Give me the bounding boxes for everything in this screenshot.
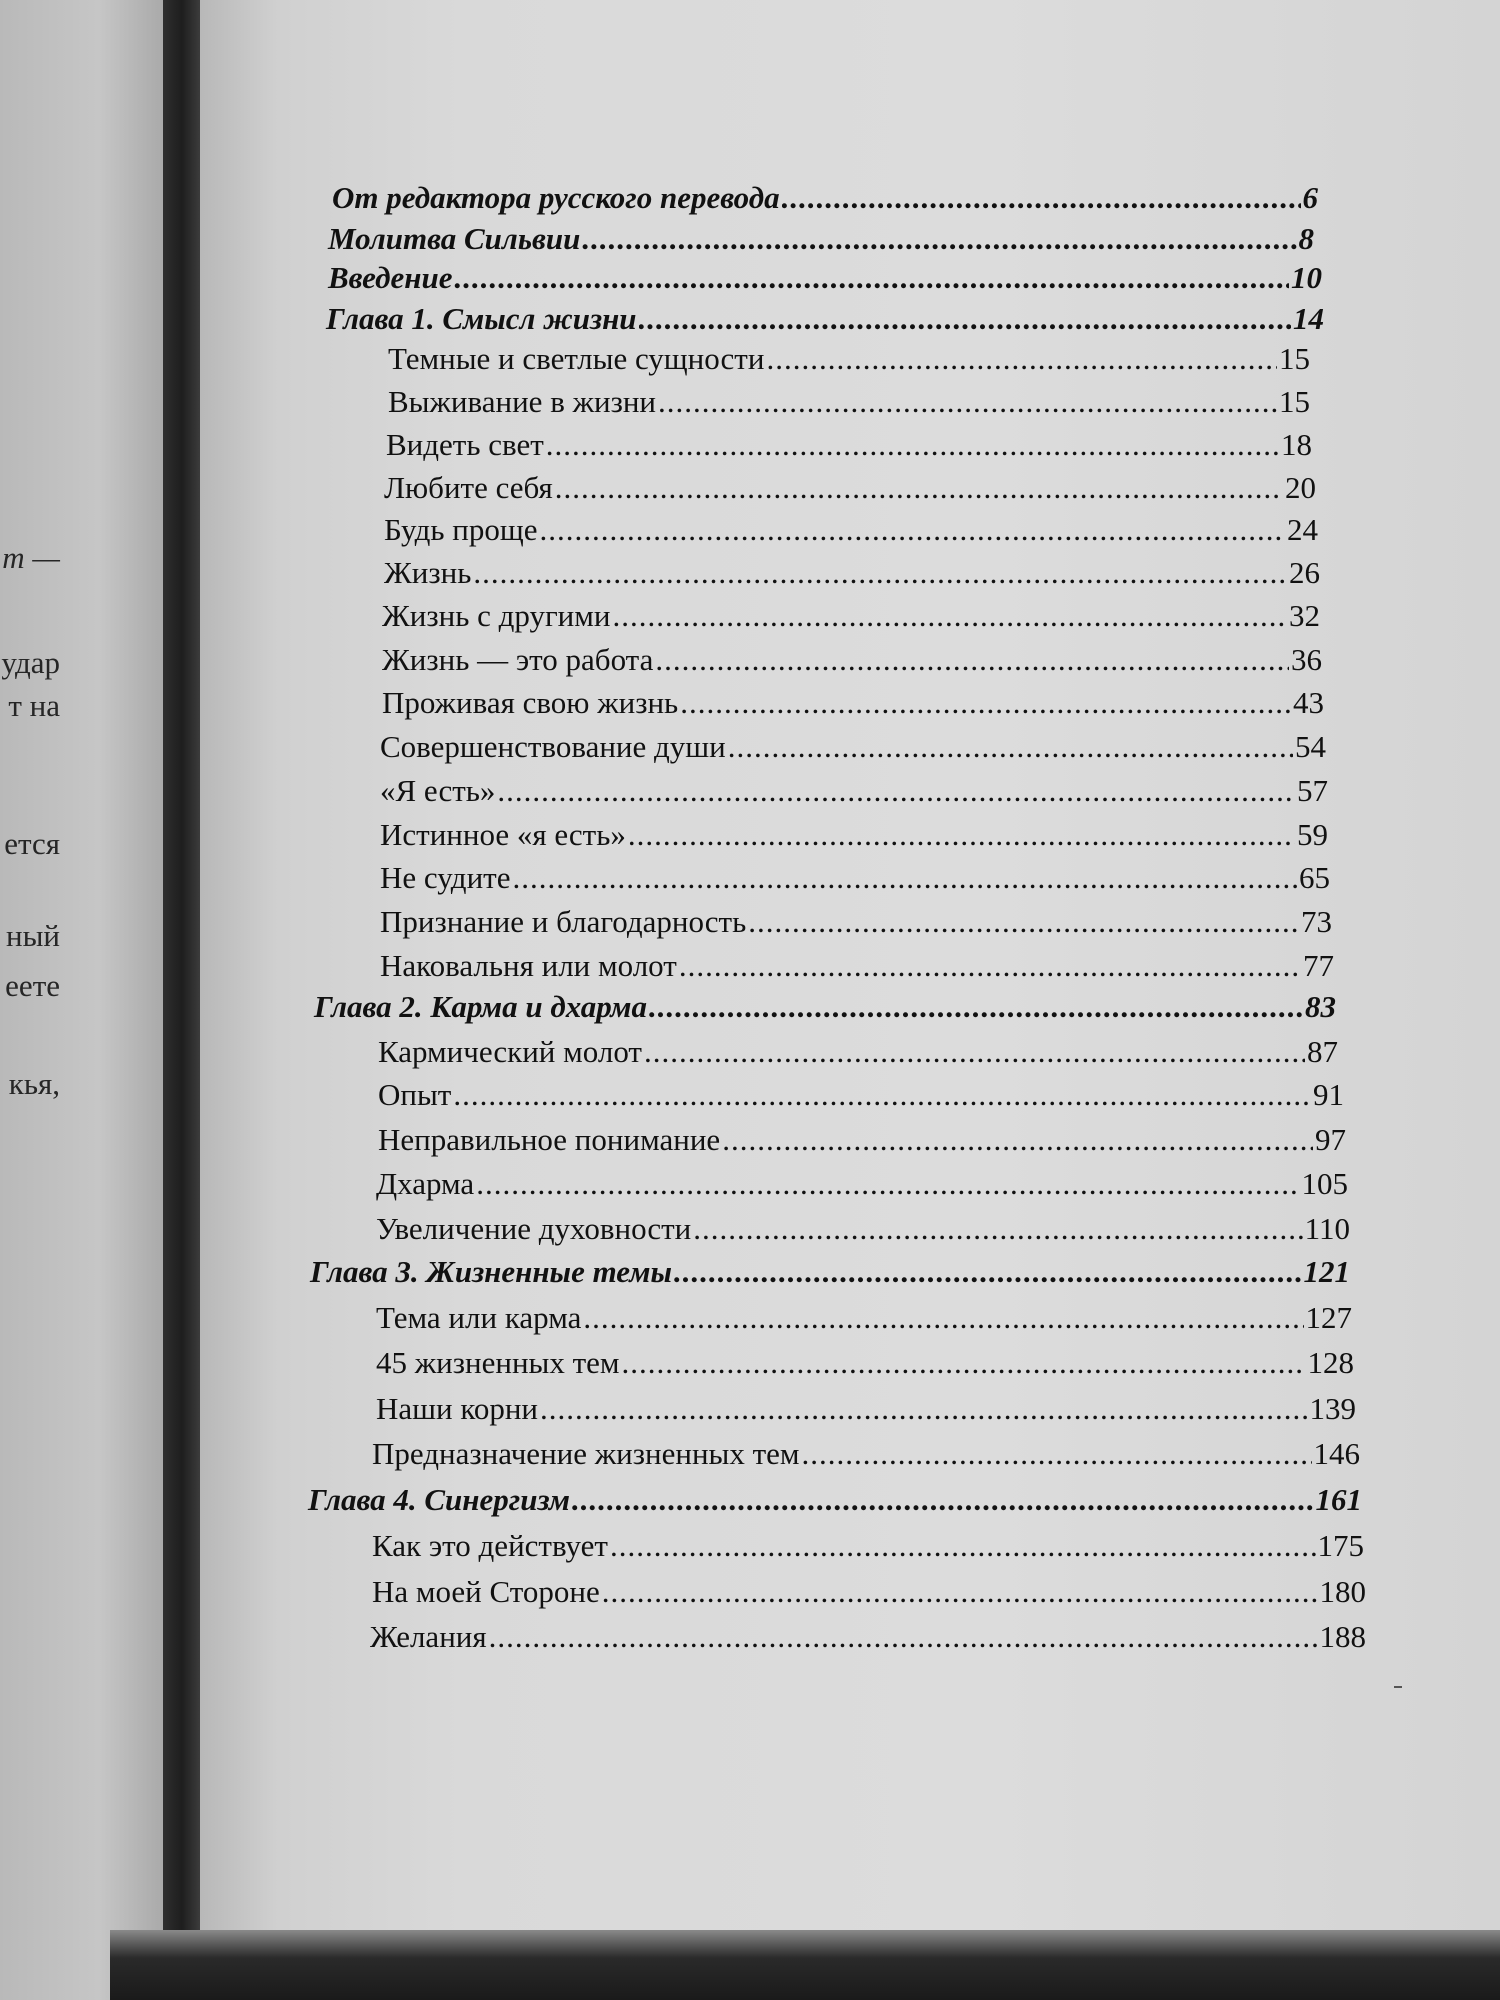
toc-entry [376,1298,1352,1338]
toc-entry-page-number: 73 [1301,904,1332,939]
toc-entry-title: 45 жизненных тем [376,1345,620,1380]
toc-entry-title: Дхарма [376,1166,475,1201]
toc-chapter-entry [328,219,1314,259]
toc-entry-page-number: 15 [1279,384,1310,419]
toc-dot-leader [610,1526,1316,1566]
toc-entry-page-number: 54 [1295,729,1326,764]
toc-entry-page-number: 32 [1289,598,1320,633]
toc-entry [386,425,1312,465]
toc-entry-title: Наши корни [376,1391,539,1426]
toc-entry-page-number: 105 [1301,1166,1348,1201]
toc-entry [382,596,1320,636]
toc-entry-title: Желания [370,1619,487,1654]
toc-entry-page-number: 146 [1313,1436,1360,1471]
book-bottom-edge [110,1930,1500,2000]
toc-dot-leader [489,1617,1318,1657]
right-page [200,0,1500,1935]
toc-dot-leader [655,640,1289,680]
left-page-fragment: ется [4,826,60,861]
left-page-fragment: т — [2,540,60,575]
toc-entry-title: Молитва Сильвии [328,221,581,256]
toc-entry [378,1120,1346,1160]
toc-entry-page-number: 15 [1279,341,1310,376]
toc-entry-title: Глава 3. Жизненные темы [310,1254,673,1289]
toc-chapter-entry [308,1480,1362,1520]
toc-dot-leader [612,596,1287,636]
toc-dot-leader [453,1075,1311,1115]
toc-dot-leader [622,1343,1306,1383]
toc-dot-leader [802,1434,1312,1474]
toc-entry [388,382,1310,422]
toc-dot-leader [628,815,1295,855]
toc-dot-leader [454,258,1289,298]
toc-entry [382,683,1324,723]
toc-entry-page-number: 139 [1309,1391,1356,1426]
toc-entry-page-number: 110 [1304,1211,1350,1246]
toc-entry-title: Жизнь с другими [382,598,611,633]
left-page-fragment: ный [5,918,60,953]
toc-dot-leader [540,1389,1307,1429]
toc-dot-leader [582,219,1296,259]
toc-entry [380,815,1328,855]
toc-dot-leader [512,858,1297,898]
toc-entry-title: Не судите [380,860,511,895]
toc-entry-title: Глава 4. Синергизм [308,1482,571,1517]
toc-entry-page-number: 65 [1299,860,1330,895]
toc-entry-page-number: 87 [1307,1034,1338,1069]
toc-entry [372,1434,1360,1474]
left-page [0,0,165,2000]
toc-entry-page-number: 10 [1291,260,1322,295]
book-gutter [163,0,205,2000]
toc-entry-title: Истинное «я есть» [380,817,626,852]
toc-entry-title: Введение [328,260,453,295]
toc-chapter-entry [314,987,1336,1027]
toc-dot-leader [644,1032,1305,1072]
left-page-fragment: кья, [8,1066,60,1101]
toc-entry-title: Выживание в жизни [388,384,657,419]
toc-dot-leader [473,553,1287,593]
toc-entry [380,727,1326,767]
toc-entry [370,1617,1366,1657]
toc-entry [378,1075,1344,1115]
toc-entry [384,553,1320,593]
toc-entry-page-number: 161 [1315,1482,1362,1517]
toc-entry-title: Глава 1. Смысл жизни [326,301,637,336]
toc-entry-page-number: 175 [1317,1528,1364,1563]
toc-entry-title: Как это действует [372,1528,608,1563]
toc-dot-leader [572,1480,1313,1520]
toc-entry-title: Любите себя [384,470,553,505]
toc-dot-leader [476,1164,1299,1204]
toc-dot-leader [680,683,1291,723]
toc-entry-title: Глава 2. Карма и дхарма [314,989,647,1024]
toc-entry-page-number: 26 [1289,555,1320,590]
toc-entry-page-number: 43 [1293,685,1324,720]
toc-entry-page-number: 77 [1303,948,1334,983]
toc-entry-page-number: 91 [1313,1077,1344,1112]
toc-entry-page-number: 83 [1305,989,1336,1024]
toc-entry-page-number: 18 [1281,427,1312,462]
toc-entry [380,902,1332,942]
toc-dot-leader [782,178,1301,218]
toc-dot-leader [649,987,1303,1027]
toc-entry-title: Опыт [378,1077,452,1112]
toc-entry-page-number: 59 [1297,817,1328,852]
toc-entry-title: Проживая свою жизнь [382,685,679,720]
toc-entry [384,510,1318,550]
toc-entry-page-number: 121 [1303,1254,1350,1289]
toc-entry-title: Жизнь [384,555,472,590]
toc-entry [388,339,1310,379]
toc-entry-page-number: 127 [1305,1300,1352,1335]
toc-entry [372,1526,1364,1566]
toc-dot-leader [728,727,1293,767]
toc-entry-page-number: 24 [1287,512,1318,547]
toc-entry-title: Увеличение духовности [376,1211,692,1246]
left-page-fragment: удар [1,645,60,680]
toc-entry [380,858,1330,898]
toc-entry-title: Жизнь — это работа [382,642,654,677]
toc-dot-leader [748,902,1299,942]
toc-entry [376,1164,1348,1204]
left-page-fragment: т на [8,688,60,723]
toc-entry-title: Признание и благодарность [380,904,747,939]
toc-entry [382,640,1322,680]
toc-dot-leader [674,1252,1301,1292]
toc-entry-page-number: 8 [1298,221,1314,256]
toc-entry-title: От редактора русского перевода [332,180,780,215]
toc-entry-title: Кармический молот [378,1034,642,1069]
toc-entry-page-number: 14 [1293,301,1324,336]
toc-entry-page-number: 36 [1291,642,1322,677]
toc-chapter-entry [328,258,1322,298]
toc-dot-leader [539,510,1285,550]
toc-entry-title: Будь проще [384,512,538,547]
left-page-fragment: еете [5,968,60,1003]
toc-entry-title: Неправильное понимание [378,1122,721,1157]
toc-entry-page-number: 57 [1297,773,1328,808]
toc-dot-leader [722,1120,1313,1160]
toc-entry [384,468,1316,508]
toc-entry-title: Наковальня или молот [380,948,677,983]
toc-entry [376,1389,1356,1429]
toc-dot-leader [639,299,1291,339]
toc-dot-leader [602,1572,1318,1612]
toc-entry-page-number: 6 [1302,180,1318,215]
toc-entry [380,771,1328,811]
toc-entry-title: Тема или карма [376,1300,582,1335]
toc-entry-title: «Я есть» [380,773,496,808]
toc-entry-title: Видеть свет [386,427,544,462]
toc-entry [376,1343,1354,1383]
toc-entry [380,946,1334,986]
toc-entry-title: Предназначение жизненных тем [372,1436,800,1471]
toc-entry-page-number: 188 [1319,1619,1366,1654]
toc-entry-title: Совершенствование души [380,729,726,764]
toc-entry [372,1572,1366,1612]
print-mark [1394,1686,1402,1688]
toc-entry-page-number: 180 [1319,1574,1366,1609]
toc-entry [378,1032,1338,1072]
toc-dot-leader [658,382,1277,422]
toc-entry-title: На моей Стороне [372,1574,600,1609]
toc-entry-page-number: 97 [1315,1122,1346,1157]
toc-entry [376,1209,1350,1249]
toc-dot-leader [583,1298,1303,1338]
toc-dot-leader [555,468,1283,508]
toc-chapter-entry [310,1252,1350,1292]
toc-dot-leader [693,1209,1302,1249]
toc-entry-title: Темные и светлые сущности [388,341,765,376]
toc-chapter-entry [332,178,1318,218]
toc-chapter-entry [326,299,1324,339]
toc-entry-page-number: 20 [1285,470,1316,505]
toc-dot-leader [546,425,1279,465]
toc-dot-leader [497,771,1295,811]
toc-dot-leader [679,946,1301,986]
toc-dot-leader [766,339,1277,379]
toc-entry-page-number: 128 [1307,1345,1354,1380]
